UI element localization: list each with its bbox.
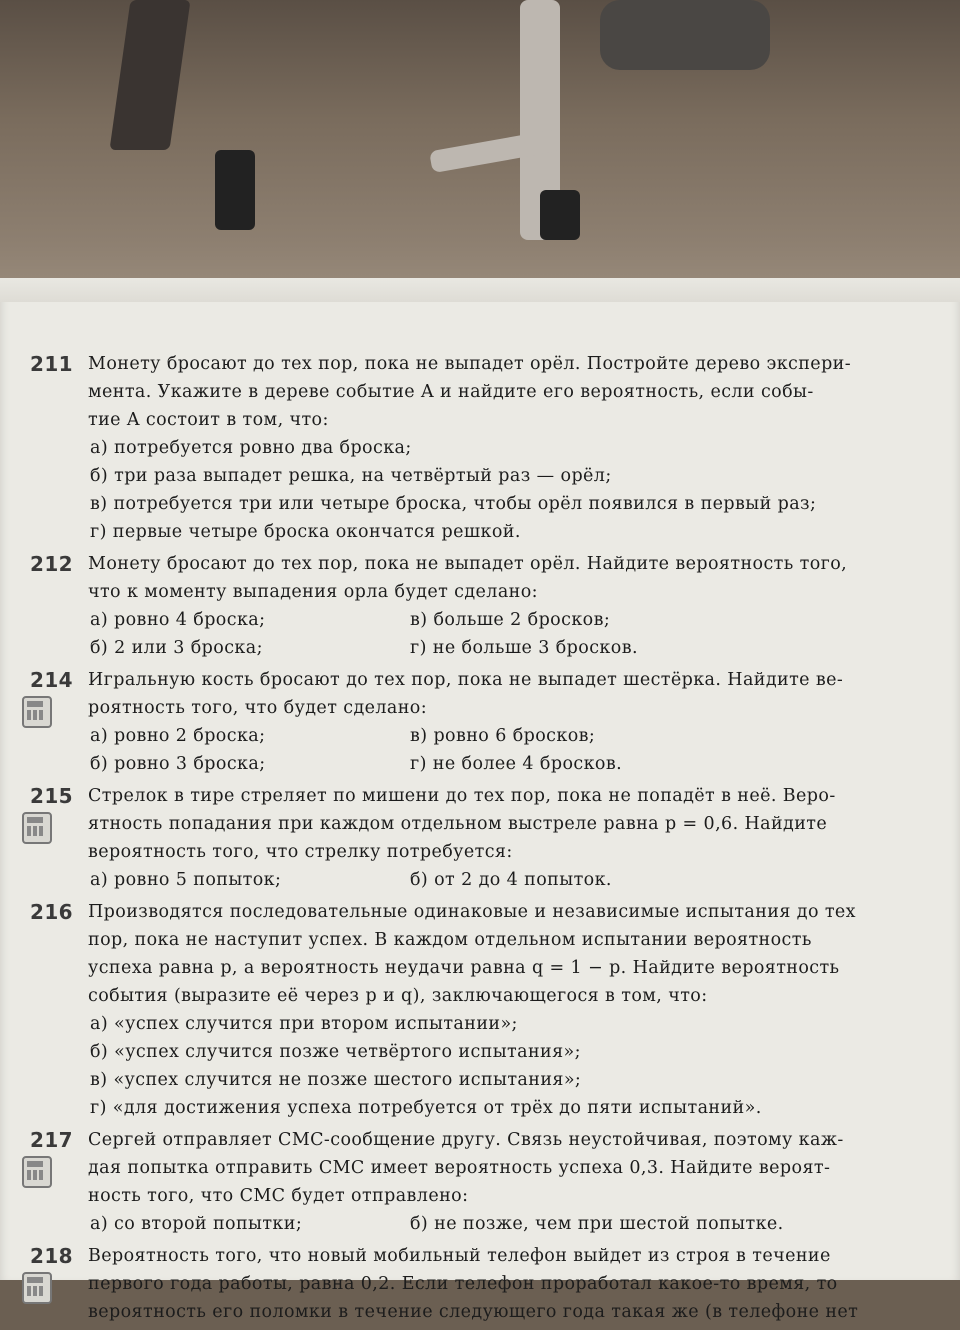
task-option: б) не позже, чем при шестой попытке. bbox=[410, 1214, 784, 1234]
task-number: 217 bbox=[30, 1128, 73, 1152]
task-option: в) ровно 6 бросков; bbox=[410, 726, 596, 746]
task-218 bbox=[30, 1242, 935, 1326]
task-number: 211 bbox=[30, 352, 73, 376]
task-text-line: ность того, что СМС будет отправлено: bbox=[88, 1186, 469, 1206]
page-content bbox=[30, 350, 935, 1330]
task-text-line: вероятность того, что стрелку потребуется: bbox=[88, 842, 513, 862]
task-option: а) ровно 5 попыток; bbox=[90, 870, 282, 890]
task-text-line: первого года работы, равна 0,2. Если телефон проработал какое-то время, то bbox=[88, 1274, 838, 1294]
task-217 bbox=[30, 1126, 935, 1238]
task-number: 215 bbox=[30, 784, 73, 808]
task-option: а) ровно 2 броска; bbox=[90, 726, 266, 746]
task-text-line: Монету бросают до тех пор, пока не выпадет орёл. Постройте дерево экспери- bbox=[88, 354, 852, 374]
chair-leg bbox=[215, 150, 255, 230]
task-text-line: Сергей отправляет СМС-сообщение другу. Связь неустойчивая, поэтому каж- bbox=[88, 1130, 844, 1150]
task-option: г) «для достижения успеха потребуется от трёх до пяти испытаний». bbox=[90, 1098, 762, 1118]
calculator-icon bbox=[22, 1272, 52, 1304]
chair-leg bbox=[600, 0, 770, 70]
task-option: б) «успех случится позже четвёртого испытания»; bbox=[90, 1042, 581, 1062]
calculator-icon bbox=[22, 1156, 52, 1188]
task-216 bbox=[30, 898, 935, 1122]
task-option: а) со второй попытки; bbox=[90, 1214, 303, 1234]
task-option: б) ровно 3 броска; bbox=[90, 754, 266, 774]
task-option: в) «успех случится не позже шестого испытания»; bbox=[90, 1070, 582, 1090]
task-text-line: что к моменту выпадения орла будет сделано: bbox=[88, 582, 538, 602]
task-option: г) не больше 3 бросков. bbox=[410, 638, 638, 658]
task-text-line: Игральную кость бросают до тех пор, пока не выпадет шестёрка. Найдите ве- bbox=[88, 670, 844, 690]
task-option: в) больше 2 бросков; bbox=[410, 610, 611, 630]
task-text-line: пор, пока не наступит успех. В каждом отдельном испытании вероятность bbox=[88, 930, 812, 950]
task-text-line: Стрелок в тире стреляет по мишени до тех пор, пока не попадёт в неё. Веро- bbox=[88, 786, 836, 806]
background-photo bbox=[0, 0, 960, 300]
task-option: в) потребуется три или четыре броска, чтобы орёл появился в первый раз; bbox=[90, 494, 817, 514]
task-215 bbox=[30, 782, 935, 894]
task-text-line: ятность попадания при каждом отдельном выстреле равна p = 0,6. Найдите bbox=[88, 814, 828, 834]
task-text-line: Вероятность того, что новый мобильный телефон выйдет из строя в течение bbox=[88, 1246, 831, 1266]
task-text-line: тие A состоит в том, что: bbox=[88, 410, 329, 430]
task-text-line: успеха равна p, а вероятность неудачи равна q = 1 − p. Найдите вероятность bbox=[88, 958, 840, 978]
task-number: 214 bbox=[30, 668, 73, 692]
task-212 bbox=[30, 550, 935, 662]
task-text-line: события (выразите её через p и q), заключающегося в том, что: bbox=[88, 986, 708, 1006]
task-text-line: роятность того, что будет сделано: bbox=[88, 698, 428, 718]
calculator-icon bbox=[22, 696, 52, 728]
task-214 bbox=[30, 666, 935, 778]
task-number: 216 bbox=[30, 900, 73, 924]
chair-leg bbox=[109, 0, 190, 150]
task-option: г) не более 4 бросков. bbox=[410, 754, 623, 774]
page-edge bbox=[0, 278, 960, 302]
task-number: 218 bbox=[30, 1244, 73, 1268]
task-text-line: мента. Укажите в дереве событие A и найдите его вероятность, если собы- bbox=[88, 382, 814, 402]
task-text-line: Монету бросают до тех пор, пока не выпадет орёл. Найдите вероятность того, bbox=[88, 554, 848, 574]
task-option: а) потребуется ровно два броска; bbox=[90, 438, 412, 458]
task-option: б) 2 или 3 броска; bbox=[90, 638, 263, 658]
task-text-line: вероятность его поломки в течение следующего года такая же (в телефоне нет bbox=[88, 1302, 859, 1322]
task-option: г) первые четыре броска окончатся решкой. bbox=[90, 522, 521, 542]
task-option: а) ровно 4 броска; bbox=[90, 610, 266, 630]
task-211 bbox=[30, 350, 935, 546]
task-text-line: дая попытка отправить СМС имеет вероятность успеха 0,3. Найдите вероят- bbox=[88, 1158, 831, 1178]
task-option: а) «успех случится при втором испытании»; bbox=[90, 1014, 518, 1034]
calculator-icon bbox=[22, 812, 52, 844]
task-option: б) три раза выпадет решка, на четвёртый раз — орёл; bbox=[90, 466, 612, 486]
chair-leg bbox=[540, 190, 580, 240]
task-text-line: Производятся последовательные одинаковые и независимые испытания до тех bbox=[88, 902, 856, 922]
task-number: 212 bbox=[30, 552, 73, 576]
task-option: б) от 2 до 4 попыток. bbox=[410, 870, 612, 890]
